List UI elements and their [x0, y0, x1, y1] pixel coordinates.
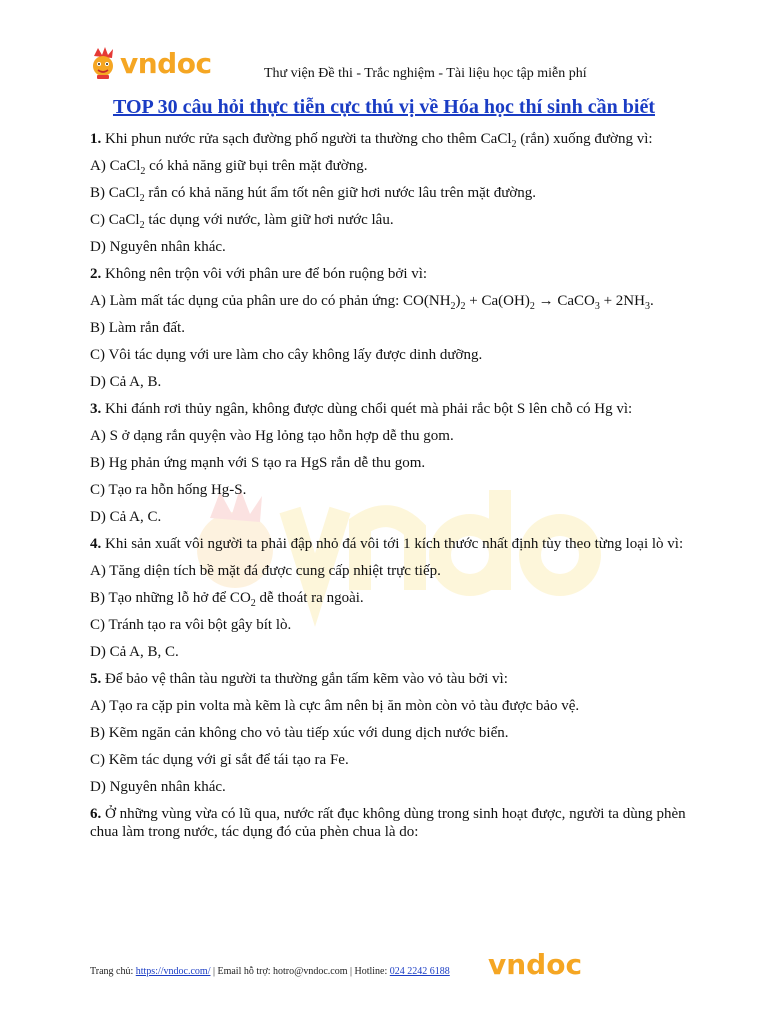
question-5-option-c: C) Kẽm tác dụng với gỉ sắt để tái tạo ra Fe.	[90, 752, 349, 768]
question-2-option-b: B) Làm rắn đất.	[90, 320, 185, 336]
logo-text: vndoc	[120, 46, 212, 80]
question-2-option-d: D) Cả A, B.	[90, 374, 162, 390]
question-text: Không nên trộn vôi với phân ure để bón ruộng bởi vì:	[101, 266, 428, 282]
footer-text	[90, 966, 450, 977]
page-header	[88, 46, 688, 96]
question-number: 2.	[90, 266, 102, 282]
footer-email-label: | Email hỗ trợ: hotro@vndoc.com | Hotline:	[210, 966, 390, 977]
footer-logo[interactable]: vndoc	[488, 948, 583, 981]
question-number: 6.	[90, 806, 102, 822]
question-4-option-d: D) Cả A, B, C.	[90, 644, 179, 660]
question-4-option-c: C) Tránh tạo ra vôi bột gây bít lò.	[90, 617, 292, 633]
question-1-option-a: A) CaCl$_2$ có khả năng giữ bụi trên mặt đường.	[90, 158, 368, 177]
question-4	[90, 535, 688, 553]
page-title[interactable]: TOP 30 câu hỏi thực tiễn cực thú vị về Hóa học thí sinh cần biết	[112, 96, 655, 118]
question-3-option-c: C) Tạo ra hỗn hống Hg-S.	[90, 482, 247, 498]
mascot-icon	[88, 46, 118, 80]
question-3-option-d: D) Cả A, C.	[90, 509, 162, 525]
question-5-option-d: D) Nguyên nhân khác.	[90, 779, 226, 795]
question-1-option-c: C) CaCl$_2$ tác dụng với nước, làm giữ hơi nước lâu.	[90, 212, 394, 231]
footer-hotline[interactable]: 024 2242 6188	[389, 966, 450, 977]
page-footer	[90, 948, 690, 1002]
questions-list	[90, 130, 688, 850]
question-4-option-a: A) Tăng diện tích bề mặt đá được cung cấp nhiệt trực tiếp.	[90, 563, 441, 579]
question-number: 5.	[90, 671, 102, 687]
question-4-option-b: B) Tạo những lỗ hở để $CO_2$ dễ thoát ra ngoài.	[90, 590, 364, 609]
question-3-option-b: B) Hg phản ứng mạnh với S tạo ra HgS rắn dễ thu gom.	[90, 455, 426, 471]
footer-home-label: Trang chủ:	[90, 966, 136, 977]
question-1	[90, 130, 688, 148]
question-3-option-a: A) S ở dạng rắn quyện vào Hg lỏng tạo hỗn hợp dễ thu gom.	[90, 428, 454, 444]
vndoc-logo[interactable]	[88, 46, 212, 80]
question-text: Khi sản xuất vôi người ta phải đập nhỏ đá vôi tới 1 kích thước nhất định tùy theo từng loại lò vì:	[101, 536, 684, 552]
question-1-option-b: B) CaCl$_2$ rắn có khả năng hút ẩm tốt nên giữ hơi nước lâu trên mặt đường.	[90, 185, 537, 204]
question-6	[90, 805, 688, 841]
question-1-option-d: D) Nguyên nhân khác.	[90, 239, 226, 255]
question-5-option-b: B) Kẽm ngăn cản không cho vỏ tàu tiếp xúc với dung dịch nước biển.	[90, 725, 509, 741]
question-2-option-c: C) Vôi tác dụng với ure làm cho cây không lấy được dinh dưỡng.	[90, 347, 483, 363]
question-2-option-a: A) Làm mất tác dụng của phân ure do có phản ứng: $CO(NH_2)_2 + Ca(OH)_2$ → CaCO$_3$ + $2NH_3$.	[90, 293, 654, 312]
question-3	[90, 400, 688, 418]
footer-home-link[interactable]: https://vndoc.com/	[135, 966, 211, 977]
question-text: Ở những vùng vừa có lũ qua, nước rất đục không dùng trong sinh hoạt được, người ta dùng phèn chua làm trong nước, tác dụng đó của phèn chua là do:	[90, 806, 686, 840]
question-number: 3.	[90, 401, 102, 417]
question-5-option-a: A) Tạo ra cặp pin volta mà kẽm là cực âm nên bị ăn mòn còn vỏ tàu được bảo vệ.	[90, 698, 580, 714]
question-text: Khi phun nước rửa sạch đường phố người ta thường cho thêm CaCl$_2$ (rắn) xuống đường vì:	[101, 131, 653, 150]
question-text: Khi đánh rơi thủy ngân, không được dùng chổi quét mà phải rắc bột S lên chỗ có Hg vì:	[101, 401, 633, 417]
question-number: 4.	[90, 536, 102, 552]
question-number: 1.	[90, 131, 102, 147]
tagline: Thư viện Đề thi - Trắc nghiệm - Tài liệu học tập miễn phí	[264, 66, 587, 81]
question-5	[90, 670, 688, 688]
question-2	[90, 265, 688, 283]
question-text: Để bảo vệ thân tàu người ta thường gắn tấm kẽm vào vỏ tàu bởi vì:	[101, 671, 508, 687]
